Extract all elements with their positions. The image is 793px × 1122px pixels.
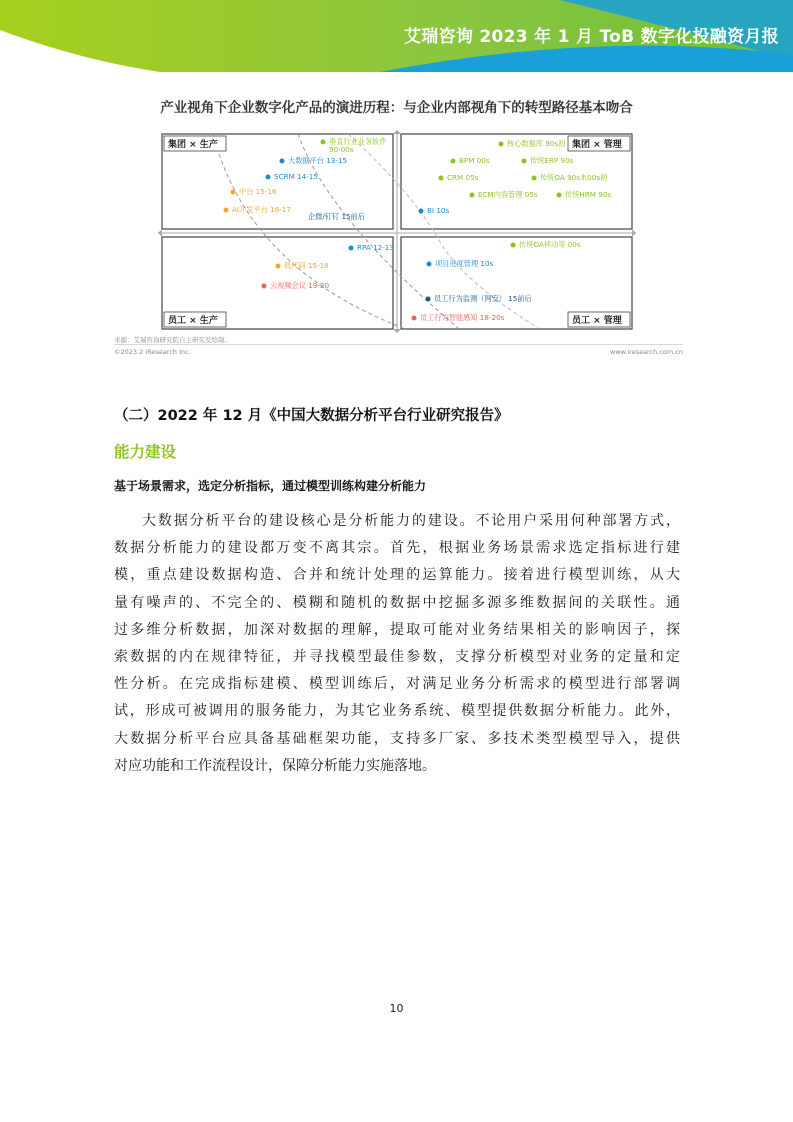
item-rpa xyxy=(349,243,394,252)
svg-text:传统OA 90s末00s初: 传统OA 90s末00s初 xyxy=(540,173,608,182)
item-bpm xyxy=(451,156,490,165)
svg-text:中台 15-16: 中台 15-16 xyxy=(239,187,277,196)
paragraph-line: 过多维分析数据，加深对数据的理解，提取可能对业务结果相关的影响因子，探 xyxy=(114,621,680,638)
svg-text:核心数据库 90s初: 核心数据库 90s初 xyxy=(507,139,566,148)
figure-copyright: ©2023.2 iResearch Inc. xyxy=(114,348,191,356)
item-ecm xyxy=(470,190,538,199)
svg-text:传统HRM 90s: 传统HRM 90s xyxy=(565,190,612,199)
item-ai-platform xyxy=(224,205,291,214)
svg-text:员工行为监测（网安） 15前后: 员工行为监测（网安） 15前后 xyxy=(434,294,532,303)
section-heading: （二）2022 年 12 月《中国大数据分析平台行业研究报告》 xyxy=(114,408,509,424)
subsection-heading: 能力建设 xyxy=(114,443,177,461)
svg-text:垂直行业业务软件: 垂直行业业务软件 xyxy=(329,137,387,146)
corner-label-top-right: 集团 × 管理 xyxy=(572,140,622,150)
svg-text:云视频会议 19-20: 云视频会议 19-20 xyxy=(270,281,330,290)
item-low-code xyxy=(276,261,330,270)
svg-text:传统OA移动等 00s: 传统OA移动等 00s xyxy=(519,240,581,249)
svg-text:员工行为智能感知 18-20s: 员工行为智能感知 18-20s xyxy=(420,313,505,322)
header-banner xyxy=(0,0,793,72)
corner-label-bottom-left: 员工 × 生产 xyxy=(168,316,218,326)
page-number: 10 xyxy=(389,1002,404,1015)
paragraph-line: 索数据的内在规律特征，并寻找模型最佳参数，支撑分析模型对业务的定量和定 xyxy=(114,648,680,665)
paragraph-line: 大数据分析平台的建设核心是分析能力的建设。不论用户采用何种部署方式， xyxy=(142,513,680,529)
svg-text:ECM内容管理 05s: ECM内容管理 05s xyxy=(478,190,538,199)
svg-text:项目进度管理 10s: 项目进度管理 10s xyxy=(435,259,494,268)
paragraph-line: 试，形成可被调用的服务能力，为其它业务系统、模型提供数据分析能力。此外， xyxy=(114,703,680,720)
item-bi xyxy=(419,206,450,215)
body-paragraph xyxy=(114,508,680,780)
figure-title: 产业视角下企业数字化产品的演进历程：与企业内部视角下的转型路径基本吻合 xyxy=(160,100,633,116)
corner-label-bottom-right: 员工 × 管理 xyxy=(572,316,622,326)
report-title: 艾瑞咨询 2023 年 1 月 ToB 数字化投融资月报 xyxy=(403,27,779,47)
item-mobile-oa xyxy=(511,240,581,249)
item-hrm xyxy=(557,190,612,199)
figure-source: 来源：艾瑞咨询研究院自主研究及绘制。 xyxy=(114,336,231,344)
paragraph-line: 性分析。在完成指标建模、模型训练后，对满足业务分析需求的模型进行部署调 xyxy=(114,676,680,693)
svg-text:企微/钉钉 15前后: 企微/钉钉 15前后 xyxy=(308,212,365,221)
svg-text:AI开发平台 16-17: AI开发平台 16-17 xyxy=(232,205,291,214)
paragraph-line: 数据分析能力的建设都万变不离其宗。首先，根据业务场景需求选定指标进行建 xyxy=(114,540,680,557)
item-cloud-video xyxy=(262,281,330,290)
paragraph-line: 量有噪声的、不完全的、模糊和随机的数据中挖掘多源多维数据间的关联性。通 xyxy=(114,594,680,611)
item-employee-sensing xyxy=(412,313,505,322)
item-wecom-dingtalk xyxy=(308,212,365,221)
paragraph-line: 模，重点建设数据构造、合并和统计处理的运算能力。接着进行模型训练，从大 xyxy=(114,567,680,584)
figure-website: www.iresearch.com.cn xyxy=(609,348,683,356)
item-project-management xyxy=(427,259,494,268)
svg-text:CRM 05s: CRM 05s xyxy=(447,173,479,182)
svg-text:RPA 12-13: RPA 12-13 xyxy=(357,243,394,252)
item-employee-monitoring xyxy=(426,294,532,303)
item-big-data-platform xyxy=(280,156,348,165)
item-erp xyxy=(522,156,574,165)
quadrant-diagram xyxy=(158,128,636,333)
svg-text:BI 10s: BI 10s xyxy=(427,206,450,215)
svg-text:低代码 15-18: 低代码 15-18 xyxy=(284,261,329,270)
paragraph-line: 大数据分析平台应具备基础框架功能，支持多厂家、多技术类型模型导入，提供 xyxy=(114,730,680,747)
item-vertical-software xyxy=(321,137,387,154)
svg-text:传统ERP 90s: 传统ERP 90s xyxy=(530,156,574,165)
paragraph-line: 对应功能和工作流程设计，保障分析能力实施落地。 xyxy=(114,757,436,774)
item-core-database xyxy=(499,139,566,148)
svg-text:90-00s: 90-00s xyxy=(329,145,354,154)
svg-text:大数据平台 13-15: 大数据平台 13-15 xyxy=(288,156,348,165)
figure-divider xyxy=(114,344,683,345)
item-scrm xyxy=(266,172,318,181)
svg-text:BPM 00s: BPM 00s xyxy=(459,156,490,165)
item-crm xyxy=(439,173,479,182)
corner-label-top-left: 集团 × 生产 xyxy=(168,140,218,150)
item-oa xyxy=(532,173,608,182)
bold-summary-line: 基于场景需求，选定分析指标，通过模型训练构建分析能力 xyxy=(114,479,427,493)
svg-text:SCRM 14-15: SCRM 14-15 xyxy=(274,172,318,181)
